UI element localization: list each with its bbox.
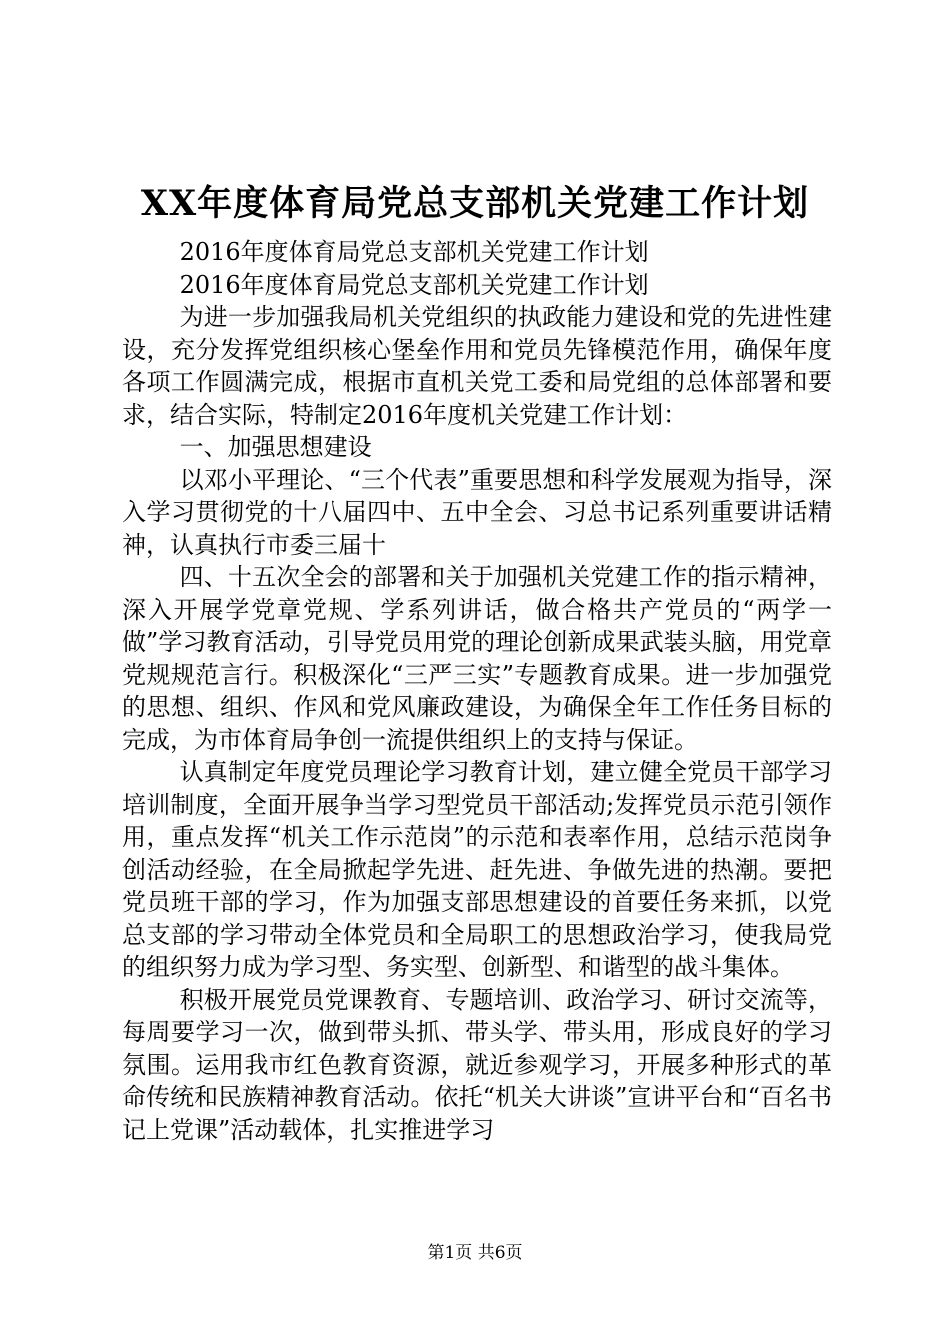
paragraph: 积极开展党员党课教育、专题培训、政治学习、研讨交流等，每周要学习一次，做到带头抓、带头学、带头用，形成良好的学习氛围。运用我市红色教育资源，就近参观学习，开展多种形式的革命传统和民族精神教育活动。依托“机关大讲谈”宣讲平台和“百名书记上党课”活动载体，扎实推进学习: [122, 985, 832, 1144]
paragraph: 以邓小平理论、“三个代表”重要思想和科学发展观为指导，深入学习贯彻党的十八届四中、五中全会、习总书记系列重要讲话精神，认真执行市委三届十: [122, 465, 832, 559]
section-heading: 一、加强思想建设: [179, 433, 372, 461]
page-footer: 第1页 共6页: [427, 1243, 523, 1263]
document-title: XX年度体育局党总支部机关党建工作计划: [140, 183, 810, 224]
subtitle-line: 2016年度体育局党总支部机关党建工作计划: [179, 270, 649, 299]
subtitle-line: 2016年度体育局党总支部机关党建工作计划: [179, 238, 649, 266]
paragraph-intro: 为进一步加强我局机关党组织的执政能力建设和党的先进性建设，充分发挥党组织核心堡垒作用和党员先锋模范作用，确保年度各项工作圆满完成，根据市直机关党工委和局党组的总体部署和要求，结合实际，特制定2016年度机关党建工作计划：: [122, 303, 832, 429]
paragraph: 认真制定年度党员理论学习教育计划，建立健全党员干部学习培训制度，全面开展争当学习型党员干部活动;发挥党员示范引领作用，重点发挥“机关工作示范岗”的示范和表率作用，总结示范岗争创活动经验，在全局掀起学先进、赶先进、争做先进的热潮。要把党员班干部的学习，作为加强支部思想建设的首要任务来抓，以党总支部的学习带动全体党员和全局职工的思想政治学习，使我局党的组织努力成为学习型、务实型、创新型、和谐型的战斗集体。: [122, 758, 832, 981]
document-body: [122, 236, 832, 1146]
paragraph: 四、十五次全会的部署和关于加强机关党建工作的指示精神，深入开展学党章党规、学系列讲话，做合格共产党员的“两学一做”学习教育活动，引导党员用党的理论创新成果武装头脑，用党章党规规范言行。积极深化“三严三实”专题教育成果。进一步加强党的思想、组织、作风和党风廉政建设，为确保全年工作任务目标的完成，为市体育局争创一流提供组织上的支持与保证。: [122, 563, 832, 754]
